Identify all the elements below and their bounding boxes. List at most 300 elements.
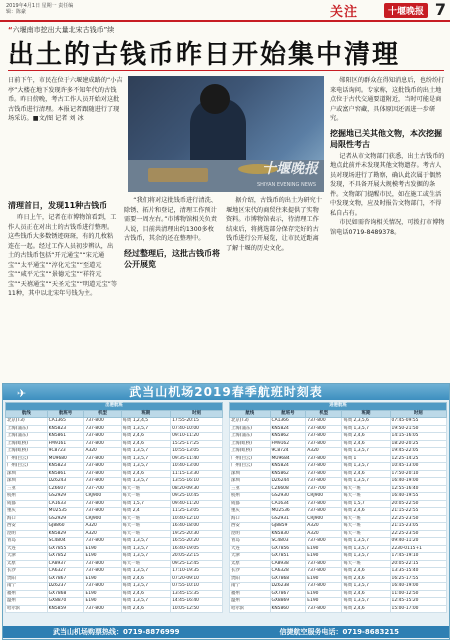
table-cell: DZ6243 xyxy=(47,478,84,486)
table-cell: 09:25-12:45 xyxy=(171,560,223,568)
table-row xyxy=(230,583,447,591)
table-cell: 海口 xyxy=(6,515,48,523)
table-cell: 每周 2,4,6 xyxy=(121,470,171,478)
table-cell: CA1366 xyxy=(270,418,306,426)
table-cell: 09:35-11:40 xyxy=(171,455,223,463)
table-cell: E190 xyxy=(306,590,342,598)
table-row xyxy=(6,598,223,606)
schedule-footer xyxy=(3,626,449,638)
table-row xyxy=(230,448,447,456)
table-cell: 07:40-10:00 xyxy=(171,425,223,433)
table-cell: 贵阳 xyxy=(6,575,48,583)
table-cell: KN5823 xyxy=(47,425,84,433)
table-cell: CA8937 xyxy=(47,560,84,568)
table-cell: 737-800 xyxy=(306,560,342,568)
headline-divider xyxy=(8,70,444,71)
table-cell: 12:45-15:20 xyxy=(390,598,446,606)
table-cell: 737-800 xyxy=(306,425,342,433)
table-cell: 737-800 xyxy=(306,470,342,478)
table-cell: 每周 1,5,7 xyxy=(342,500,390,508)
table-cell: 每周 2,3,5,6 xyxy=(342,418,390,426)
table-cell: 每周 1,3,5,7 xyxy=(342,545,390,553)
table-cell: 737-800 xyxy=(306,508,342,516)
table-cell: 16:40-19:05 xyxy=(171,545,223,553)
table-cell: GX7867 xyxy=(270,590,306,598)
table-cell: 每周 1,3,5,7 xyxy=(121,463,171,471)
table-cell: 737-800 xyxy=(84,605,121,613)
table-cell: 12:55-16:40 xyxy=(390,485,446,493)
table-row xyxy=(230,598,447,606)
column-header: 班期 xyxy=(121,410,171,418)
table-row xyxy=(6,493,223,501)
table-cell: 17:45-19:10 xyxy=(390,553,446,561)
table-cell: 每周 1,3,5,7 xyxy=(342,538,390,546)
table-cell: 737-800 xyxy=(84,538,121,546)
right-column-text: 记者从市文物部门获悉，出土古钱币的地点此前并未发现其他文物遗存。考古人员对现场进行了勘察，确认此次属于偶然发现，不具备开展大规模考古发掘的条件。文物部门提醒市民，如在施工或生活中发现文物，应及时报告文物部门，不得私自占有。 xyxy=(330,152,445,217)
table-cell: E190 xyxy=(306,598,342,606)
table-cell: MU9684 xyxy=(270,455,306,463)
table-cell: 深圳 xyxy=(6,470,48,478)
table-cell: 每周 2,4,6 xyxy=(121,590,171,598)
table-cell: 737-800 xyxy=(84,560,121,568)
table-row xyxy=(6,440,223,448)
table-cell: 每周 2,4,6 xyxy=(342,433,390,441)
table-cell: 21:15-22:55 xyxy=(390,508,446,516)
departures-table xyxy=(5,402,223,613)
table-cell: 每周 1,3,5,7 xyxy=(121,448,171,456)
departures-heading: 出港航班 xyxy=(6,403,223,411)
table-cell: 737-800 xyxy=(306,605,342,613)
table-cell: GX7868 xyxy=(270,575,306,583)
table-cell: KN5824 xyxy=(270,425,306,433)
table-cell: 每周 2,4,6 xyxy=(342,568,390,576)
table-cell: 长沙 xyxy=(230,568,271,576)
table-cell: 每天一班 xyxy=(121,515,171,523)
column-1 xyxy=(8,196,118,299)
arrivals-table xyxy=(229,402,447,613)
table-cell: 昆明 xyxy=(230,530,271,538)
table-cell: 17:55-20:15 xyxy=(171,418,223,426)
table-cell: KN5830 xyxy=(270,530,306,538)
table-cell: 737-800 xyxy=(306,433,342,441)
table-cell: 22:25-23:50 xyxy=(390,530,446,538)
table-cell: 每周 1,3,5,7 xyxy=(121,455,171,463)
table-cell: 每周 2,4,6 xyxy=(342,605,390,613)
table-cell: 737-800 xyxy=(306,568,342,576)
table-cell: CRJ900 xyxy=(84,493,121,501)
table-cell: E190 xyxy=(306,553,342,561)
table-row xyxy=(6,553,223,561)
table-cell: 737-800 xyxy=(306,418,342,426)
table-cell: 每周 1,3,5,7 xyxy=(342,598,390,606)
table-cell: 南宁 xyxy=(230,583,271,591)
table-cell: E190 xyxy=(84,575,121,583)
table-row xyxy=(230,605,447,613)
table-cell: 上海(虹桥) xyxy=(230,448,271,456)
table-cell: 温州 xyxy=(230,598,271,606)
table-cell: MU9680 xyxy=(47,455,84,463)
table-cell: 13:45-15:35 xyxy=(171,590,223,598)
table-cell: 16:40-19:55 xyxy=(390,493,446,501)
table-cell: 重庆 xyxy=(230,508,271,516)
table-row xyxy=(6,500,223,508)
table-cell: 11:25-13:05 xyxy=(171,508,223,516)
table-cell: 天津 xyxy=(6,553,48,561)
schedule-title-text: 武当山机场2019春季航班时刻表 xyxy=(129,385,323,399)
table-cell: 09:40-11:20 xyxy=(390,538,446,546)
table-cell: 每周 1,3,5,7 xyxy=(121,478,171,486)
table-cell: 10:45-13:00 xyxy=(390,463,446,471)
table-cell: 16:25-17:55 xyxy=(390,575,446,583)
table-row xyxy=(6,508,223,516)
table-row xyxy=(6,590,223,598)
table-cell: KN5861 xyxy=(47,470,84,478)
table-cell: 每周 1,3,5,7 xyxy=(121,553,171,561)
table-cell: 19:25-20:30 xyxy=(171,530,223,538)
table-cell: 11:15-13:30 xyxy=(171,470,223,478)
table-cell: GX7852 xyxy=(47,553,84,561)
table-cell: E190 xyxy=(84,553,121,561)
schedule-tables xyxy=(5,402,447,613)
table-cell: 每周 1,3,5,7 xyxy=(342,425,390,433)
article-photo xyxy=(128,76,324,192)
table-cell: 737-800 xyxy=(306,583,342,591)
table-cell: KN5862 xyxy=(270,470,306,478)
table-cell: 15:00-17:00 xyxy=(390,605,446,613)
table-cell: 太原 xyxy=(230,560,271,568)
table-cell: E190 xyxy=(306,575,342,583)
table-cell: A320 xyxy=(84,530,121,538)
table-cell: 每天一班 xyxy=(121,493,171,501)
table-cell: 上海(浦东) xyxy=(6,425,48,433)
table-cell: CA1633 xyxy=(47,500,84,508)
right-column-top: 郧阳区的群众在得知消息后，也纷纷打来电话询问。专家称，这批钱币的出土地点位于古代交通要道附近，当时可能是商户或富户窖藏，具体原因还需进一步研究。 xyxy=(330,77,445,122)
table-cell: 14:45-16:40 xyxy=(171,598,223,606)
table-cell: GJ8860 xyxy=(47,523,84,531)
departures-body xyxy=(6,418,223,613)
table-cell: 福州 xyxy=(230,590,271,598)
table-row xyxy=(230,575,447,583)
table-cell: 737-800 xyxy=(84,508,121,516)
table-cell: 17:10-19:35 xyxy=(171,568,223,576)
table-row xyxy=(6,485,223,493)
table-cell: A320 xyxy=(84,448,121,456)
table-cell: 每周 2,4,6 xyxy=(121,433,171,441)
table-row xyxy=(230,493,447,501)
table-row xyxy=(6,560,223,568)
table-row xyxy=(230,538,447,546)
table-cell: 07:20-09:10 xyxy=(171,575,223,583)
table-cell: CA6328 xyxy=(270,568,306,576)
table-row xyxy=(230,515,447,523)
column-header: 时刻 xyxy=(390,410,446,418)
table-row xyxy=(6,568,223,576)
table-row xyxy=(230,470,447,478)
table-cell: 每周 2,4,6 xyxy=(342,590,390,598)
table-cell: KN5829 xyxy=(47,530,84,538)
flight-schedule-ad xyxy=(2,383,450,640)
table-cell: 每周 1,3,5,7 xyxy=(342,553,390,561)
table-cell: MU2536 xyxy=(270,508,306,516)
right-heading: 挖掘地已关其他文物，本次挖掘局限性考古 xyxy=(330,128,442,149)
table-cell: 10:40-12:10 xyxy=(171,515,223,523)
table-cell: 737-800 xyxy=(84,568,121,576)
table-cell: 三亚 xyxy=(230,485,271,493)
table-cell: 青岛 xyxy=(6,538,48,546)
column-header: 航线 xyxy=(230,410,271,418)
table-cell: 16:40-18:00 xyxy=(171,523,223,531)
table-cell: 广州(白云) xyxy=(6,463,48,471)
right-column-end: 市民如需咨询相关情况，可拨打市博物馆电话0719-8489378。 xyxy=(330,219,445,236)
table-cell: 737-800 xyxy=(84,418,121,426)
table-row xyxy=(230,463,447,471)
table-row xyxy=(230,590,447,598)
table-cell: 重庆 xyxy=(6,508,48,516)
table-cell: 每天一班 xyxy=(121,523,171,531)
photo-head xyxy=(200,84,230,114)
table-cell: 大连 xyxy=(230,545,271,553)
table-cell: 10:05-12:50 xyxy=(171,605,223,613)
column-header: 航班号 xyxy=(270,410,306,418)
table-row xyxy=(6,530,223,538)
table-cell: DZ6238 xyxy=(270,583,306,591)
table-cell: GS2930 xyxy=(270,493,306,501)
photo-watermark-en: SHIYAN EVENING NEWS xyxy=(257,182,316,188)
col1-text: 昨日上午，记者在市博物馆看到，工作人员正在对出土的古钱币进行整理。这些钱币大多数锈迹斑斑，有的几枚粘连在一起。经过工作人员初步辨认，出土的古钱币包括“开元通宝”“宋元通宝”“太平通宝”“淳化元宝”“至道元宝”“咸平元宝”“景德元宝”“祥符元宝”“天禧通宝”“天圣元宝”“明道元宝”等11种，其中以北宋年号钱为主。 xyxy=(8,214,118,297)
table-cell: 每周 1,3,5,7 xyxy=(342,583,390,591)
column-header: 航班号 xyxy=(47,410,84,418)
table-cell: FM9161 xyxy=(47,440,84,448)
quote-mark: “ xyxy=(8,26,13,34)
table-cell: 广州(白云) xyxy=(230,463,271,471)
table-cell: 杭州 xyxy=(230,493,271,501)
table-cell: 737-800 xyxy=(84,500,121,508)
table-cell: 737-800 xyxy=(306,500,342,508)
table-row xyxy=(6,515,223,523)
table-cell: 温州 xyxy=(6,598,48,606)
table-cell: 北京(T3) xyxy=(230,418,271,426)
table-cell: GS2929 xyxy=(47,515,84,523)
table-row xyxy=(6,605,223,613)
table-cell: 每天一班 xyxy=(342,493,390,501)
table-cell: KN5823 xyxy=(47,463,84,471)
table-row xyxy=(230,508,447,516)
table-cell: 17:50-20:10 xyxy=(390,470,446,478)
table-cell: 10:55-13:05 xyxy=(171,448,223,456)
table-row xyxy=(230,560,447,568)
column-header: 机型 xyxy=(84,410,121,418)
table-row xyxy=(230,530,447,538)
table-row xyxy=(6,425,223,433)
table-cell: 16:55-20:20 xyxy=(171,538,223,546)
table-cell: 上海(虹桥) xyxy=(6,440,48,448)
table-cell: MU2535 xyxy=(47,508,84,516)
table-cell: 每周 1,3,5,7 xyxy=(121,538,171,546)
table-cell: 每周 1 xyxy=(342,455,390,463)
table-cell: 19:50-21:50 xyxy=(390,425,446,433)
table-cell: 深圳 xyxy=(230,478,271,486)
table-cell: 成都 xyxy=(230,500,271,508)
table-row xyxy=(230,425,447,433)
column-header: 机型 xyxy=(306,410,342,418)
table-cell: A320 xyxy=(306,448,342,456)
issue-date: 2019年4月1日 星期一 责任编辑：陈豪 xyxy=(6,3,74,15)
table-cell: 2230-0115+1 xyxy=(390,545,446,553)
table-cell: 广州(白云) xyxy=(230,455,271,463)
table-cell: 每周 1,3,5,7 xyxy=(121,568,171,576)
table-row xyxy=(6,478,223,486)
table-cell: 9C8724 xyxy=(270,448,306,456)
table-cell: CRJ900 xyxy=(306,493,342,501)
table-cell: 13:35-15:40 xyxy=(390,568,446,576)
arrivals-body xyxy=(230,418,447,613)
table-cell: 每周 1,2,4,5 xyxy=(121,418,171,426)
table-cell: SC4804 xyxy=(47,538,84,546)
table-cell: 09:10-11:20 xyxy=(171,433,223,441)
table-cell: CRJ900 xyxy=(306,515,342,523)
table-cell: 上海(浦东) xyxy=(230,433,271,441)
column-2 xyxy=(124,196,220,272)
table-cell: 19:45-22:05 xyxy=(390,448,446,456)
table-cell: 12:25-14:25 xyxy=(390,455,446,463)
table-row xyxy=(230,440,447,448)
table-row xyxy=(230,455,447,463)
table-cell: 哈尔滨 xyxy=(6,605,48,613)
table-cell: 福州 xyxy=(6,590,48,598)
table-cell: CZ6607 xyxy=(47,485,84,493)
table-cell: 737-700 xyxy=(306,485,342,493)
table-row xyxy=(230,500,447,508)
table-cell: 737-800 xyxy=(84,455,121,463)
table-cell: 21:15-23:05 xyxy=(390,523,446,531)
table-cell: 昆明 xyxy=(6,530,48,538)
table-cell: 737-800 xyxy=(84,478,121,486)
table-cell: A320 xyxy=(84,523,121,531)
table-cell: 每天一班 xyxy=(121,530,171,538)
table-cell: GX7855 xyxy=(47,545,84,553)
table-cell: 737-800 xyxy=(306,455,342,463)
table-cell: E190 xyxy=(306,545,342,553)
right-column xyxy=(330,76,446,237)
table-cell: 737-800 xyxy=(84,463,121,471)
table-cell: 南宁 xyxy=(6,583,48,591)
table-cell: 每天一班 xyxy=(121,485,171,493)
table-cell: 海口 xyxy=(230,515,271,523)
table-cell: 天津 xyxy=(230,553,271,561)
table-row xyxy=(230,418,447,426)
airplane-icon: ✈ xyxy=(17,387,28,400)
table-cell: CZ6608 xyxy=(270,485,306,493)
table-row xyxy=(6,455,223,463)
table-row xyxy=(6,545,223,553)
column-header: 时刻 xyxy=(171,410,223,418)
table-cell: GS2929 xyxy=(47,493,84,501)
table-cell: CA8938 xyxy=(270,560,306,568)
table-cell: 737-800 xyxy=(306,463,342,471)
table-cell: 上海(浦东) xyxy=(6,433,48,441)
table-cell: 每天一班 xyxy=(121,560,171,568)
table-cell: 737-800 xyxy=(306,478,342,486)
column-3 xyxy=(226,196,324,253)
table-cell: 10:40-13:00 xyxy=(171,463,223,471)
table-cell: 每周 1,3,5,7 xyxy=(121,598,171,606)
table-row xyxy=(6,448,223,456)
section-title: 关注 xyxy=(329,5,358,20)
col3-text: 据介绍，古钱币的出土为研究十堰地区宋代的商贸往来提供了实物资料。市博物馆表示，待清理工作结束后，将挑选部分保存完好的古钱币进行公开展览，让市民近距离了解十堰的历史文化。 xyxy=(226,197,322,252)
table-cell: 西安 xyxy=(230,523,271,531)
table-cell: 07:55-10:10 xyxy=(171,583,223,591)
table-row xyxy=(6,523,223,531)
table-cell: 上海(虹桥) xyxy=(6,448,48,456)
table-cell: 22:25-23:50 xyxy=(390,515,446,523)
table-cell: 737-800 xyxy=(306,440,342,448)
table-cell: 9C8723 xyxy=(47,448,84,456)
table-row xyxy=(6,583,223,591)
photo-tray xyxy=(148,168,208,182)
table-cell: 深圳 xyxy=(6,478,48,486)
table-cell: CA1634 xyxy=(270,500,306,508)
table-cell: 哈尔滨 xyxy=(230,605,271,613)
table-cell: 每天一班 xyxy=(342,523,390,531)
table-cell: 07:45-09:55 xyxy=(390,418,446,426)
table-cell: 09:40-11:20 xyxy=(171,500,223,508)
table-cell: 每周 1,3,5,7 xyxy=(121,545,171,553)
table-cell: 北京(T3) xyxy=(6,418,48,426)
table-cell: 西安 xyxy=(6,523,48,531)
table-cell: SC4803 xyxy=(270,538,306,546)
table-cell: 每周 2,4,6 xyxy=(342,508,390,516)
table-cell: 贵阳 xyxy=(230,575,271,583)
table-row xyxy=(230,478,447,486)
table-row xyxy=(230,433,447,441)
table-cell: 每周 1,3,5,7 xyxy=(121,425,171,433)
table-cell: KN5859 xyxy=(47,605,84,613)
article-headline: 出土的古钱币昨日开始集中清理 xyxy=(8,40,401,70)
table-cell: 737-800 xyxy=(84,583,121,591)
table-cell: 每周 2,4,6 xyxy=(121,575,171,583)
subtitle-text: 六堰南市挖出大量北宋古钱币”续 xyxy=(12,26,115,34)
table-cell: GX7851 xyxy=(270,553,306,561)
table-cell: 每周 1,3,5,7 xyxy=(342,478,390,486)
table-cell: DZ6244 xyxy=(270,478,306,486)
page-header xyxy=(0,0,450,22)
table-cell: 大连 xyxy=(6,545,48,553)
table-cell: KN5861 xyxy=(47,433,84,441)
col2-heading: 经过整理后，这批古钱币将公开展览 xyxy=(124,248,220,269)
article-lead: 日前下午，市民在位于六堰建成路的“小吉亭”大楼在地下发现许多不知年代的古钱币。昨日傍晚，考古工作人员开始对这批古钱币进行清理。本报记者跟随进行了现场采访。■文/图 记者 刘 冰 xyxy=(8,77,123,122)
table-cell: 长沙 xyxy=(6,568,48,576)
table-cell: 上海(浦东) xyxy=(230,425,271,433)
column-header: 班期 xyxy=(342,410,390,418)
col1-heading: 清理首日，发现11种古钱币 xyxy=(8,201,108,210)
table-row xyxy=(230,568,447,576)
table-cell: 每天一班 xyxy=(342,485,390,493)
table-cell: 每周 1,3,5,7 xyxy=(342,463,390,471)
table-cell: 每周 2,4,6 xyxy=(342,440,390,448)
table-cell: 深圳 xyxy=(230,470,271,478)
table-cell: 每周 1,3,5,7 xyxy=(342,448,390,456)
table-row xyxy=(6,433,223,441)
table-cell: 成都 xyxy=(6,500,48,508)
table-cell: 18:20-20:25 xyxy=(390,440,446,448)
table-cell: 13:55-16:10 xyxy=(171,478,223,486)
table-cell: 每周 2,4,6 xyxy=(342,575,390,583)
col2-text: “我们将对这批钱币进行清洗、除锈、拓片和登记，清理工作预计需要一周左右。”市博物馆相关负责人说，目前共清理出约1300多枚古钱币，其余的还在整理中。 xyxy=(124,197,217,242)
table-cell: 20:05-22:15 xyxy=(390,560,446,568)
table-cell: CA6327 xyxy=(47,568,84,576)
table-cell: 上海(虹桥) xyxy=(230,440,271,448)
table-cell: 737-800 xyxy=(306,538,342,546)
